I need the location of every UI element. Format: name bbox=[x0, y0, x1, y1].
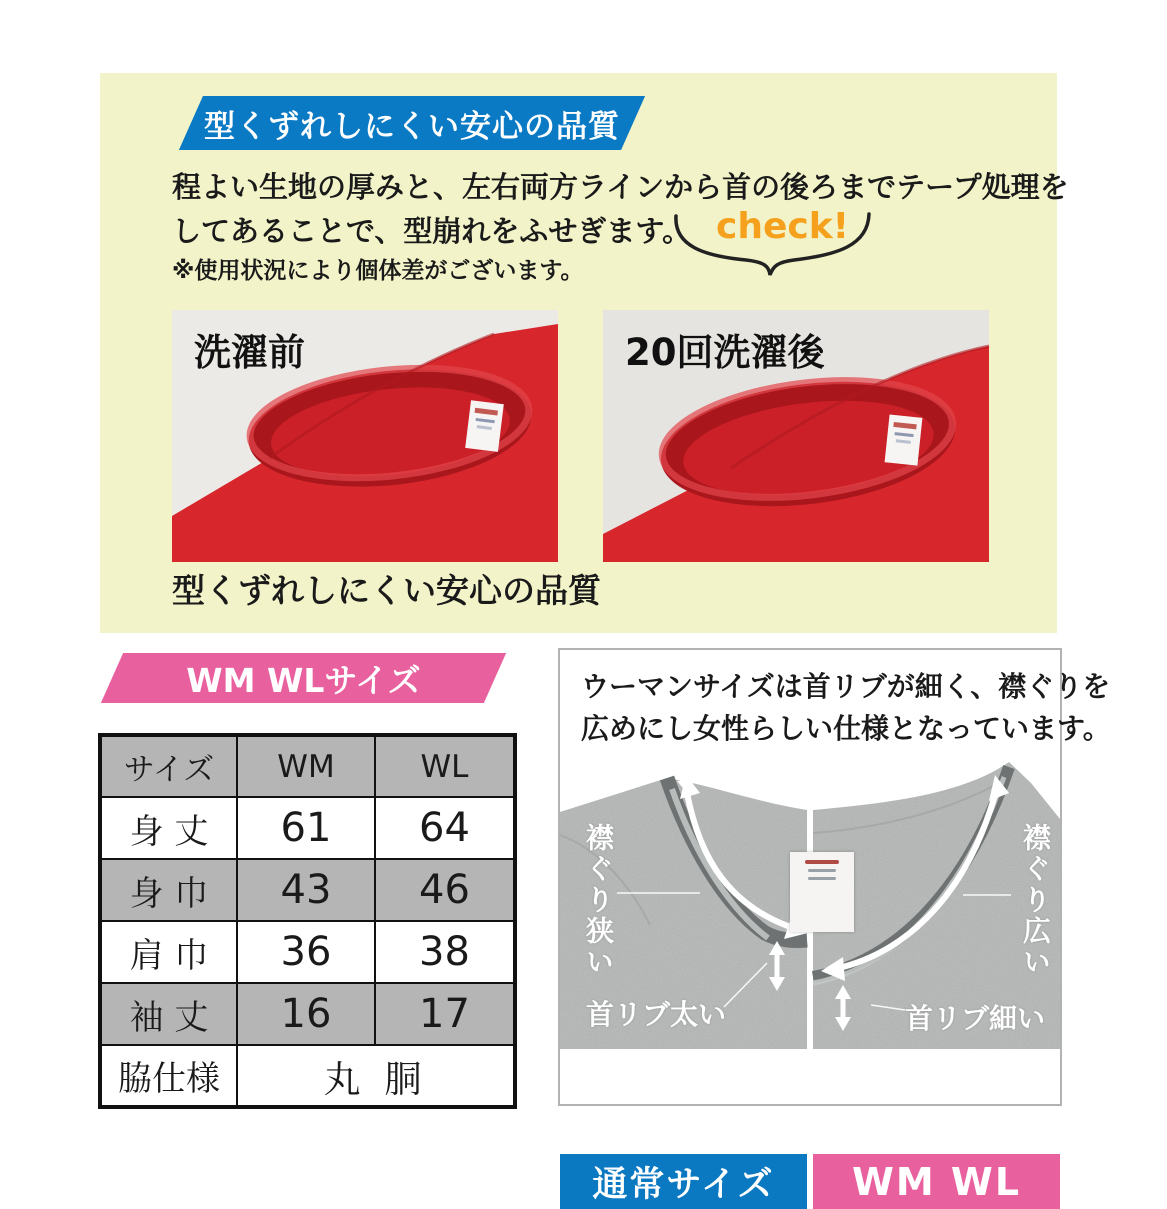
size-table-header-wm: WM bbox=[237, 735, 375, 797]
row-body-width-label: 身 巾 bbox=[100, 859, 237, 921]
wm-wl-bar: WM WL bbox=[813, 1154, 1060, 1209]
collar-comparison-image bbox=[560, 755, 1060, 1205]
table-row bbox=[100, 1045, 515, 1107]
row-body-width-wl: 46 bbox=[375, 859, 515, 921]
photo-before-wash bbox=[172, 310, 558, 562]
quality-description-line2: してあることで、型崩れをふせぎます。 bbox=[172, 214, 692, 248]
tag-text-line bbox=[808, 869, 836, 872]
woman-size-description-line2: 広めにし女性らしい仕様となっています。 bbox=[581, 712, 1111, 745]
row-shoulder-width-label: 肩 巾 bbox=[100, 921, 237, 983]
normal-size-bar: 通常サイズ bbox=[560, 1154, 807, 1209]
check-callout-label: check! bbox=[716, 206, 850, 247]
row-body-width-wm: 43 bbox=[237, 859, 375, 921]
quality-note: ※使用状況により個体差がございます。 bbox=[172, 258, 584, 284]
size-table-header-size: サイズ bbox=[100, 735, 237, 797]
annotation-rib-thin: 首リブ細い bbox=[905, 1002, 1046, 1035]
shirt-neck-tag bbox=[790, 852, 854, 932]
row-shoulder-width-wl: 38 bbox=[375, 921, 515, 983]
size-table-header-row bbox=[100, 735, 515, 797]
quality-description-line1: 程よい生地の厚みと、左右両方ラインから首の後ろまでテープ処理を bbox=[172, 170, 1069, 204]
size-table-header-wl: WL bbox=[375, 735, 515, 797]
woman-size-panel bbox=[558, 648, 1111, 1205]
photo-before-label: 洗濯前 bbox=[194, 331, 305, 374]
quality-caption: 型くずれしにくい安心の品質 bbox=[172, 571, 601, 610]
annotation-rib-thick: 首リブ太い bbox=[586, 998, 727, 1031]
photo-after-wash bbox=[603, 310, 989, 562]
row-side-spec-label: 脇仕様 bbox=[100, 1045, 237, 1107]
row-shoulder-width-wm: 36 bbox=[237, 921, 375, 983]
photo-after-label: 20回洗濯後 bbox=[625, 331, 825, 374]
size-table bbox=[98, 733, 517, 1109]
quality-banner-label: 型くずれしにくい安心の品質 bbox=[204, 108, 620, 145]
size-banner-label: WM WLサイズ bbox=[186, 660, 421, 700]
table-row bbox=[100, 859, 515, 921]
table-row bbox=[100, 921, 515, 983]
table-row bbox=[100, 983, 515, 1045]
row-side-spec-value: 丸 胴 bbox=[237, 1045, 515, 1107]
row-body-length-wl: 64 bbox=[375, 797, 515, 859]
row-sleeve-length-wm: 16 bbox=[237, 983, 375, 1045]
row-sleeve-length-label: 袖 丈 bbox=[100, 983, 237, 1045]
curly-brace-icon bbox=[670, 208, 875, 283]
table-row bbox=[100, 797, 515, 859]
annotation-neckline-wide: 襟ぐり広い bbox=[1019, 823, 1052, 978]
row-body-length-wm: 61 bbox=[237, 797, 375, 859]
woman-size-description-line1: ウーマンサイズは首リブが細く、襟ぐりを bbox=[581, 670, 1111, 703]
tag-text-line bbox=[808, 877, 836, 880]
quality-description bbox=[172, 165, 1069, 253]
row-sleeve-length-wl: 17 bbox=[375, 983, 515, 1045]
annotation-neckline-narrow: 襟ぐり狭い bbox=[582, 823, 615, 978]
row-body-length-label: 身 丈 bbox=[100, 797, 237, 859]
tag-brand-line bbox=[805, 860, 839, 864]
woman-size-description bbox=[581, 666, 1111, 750]
